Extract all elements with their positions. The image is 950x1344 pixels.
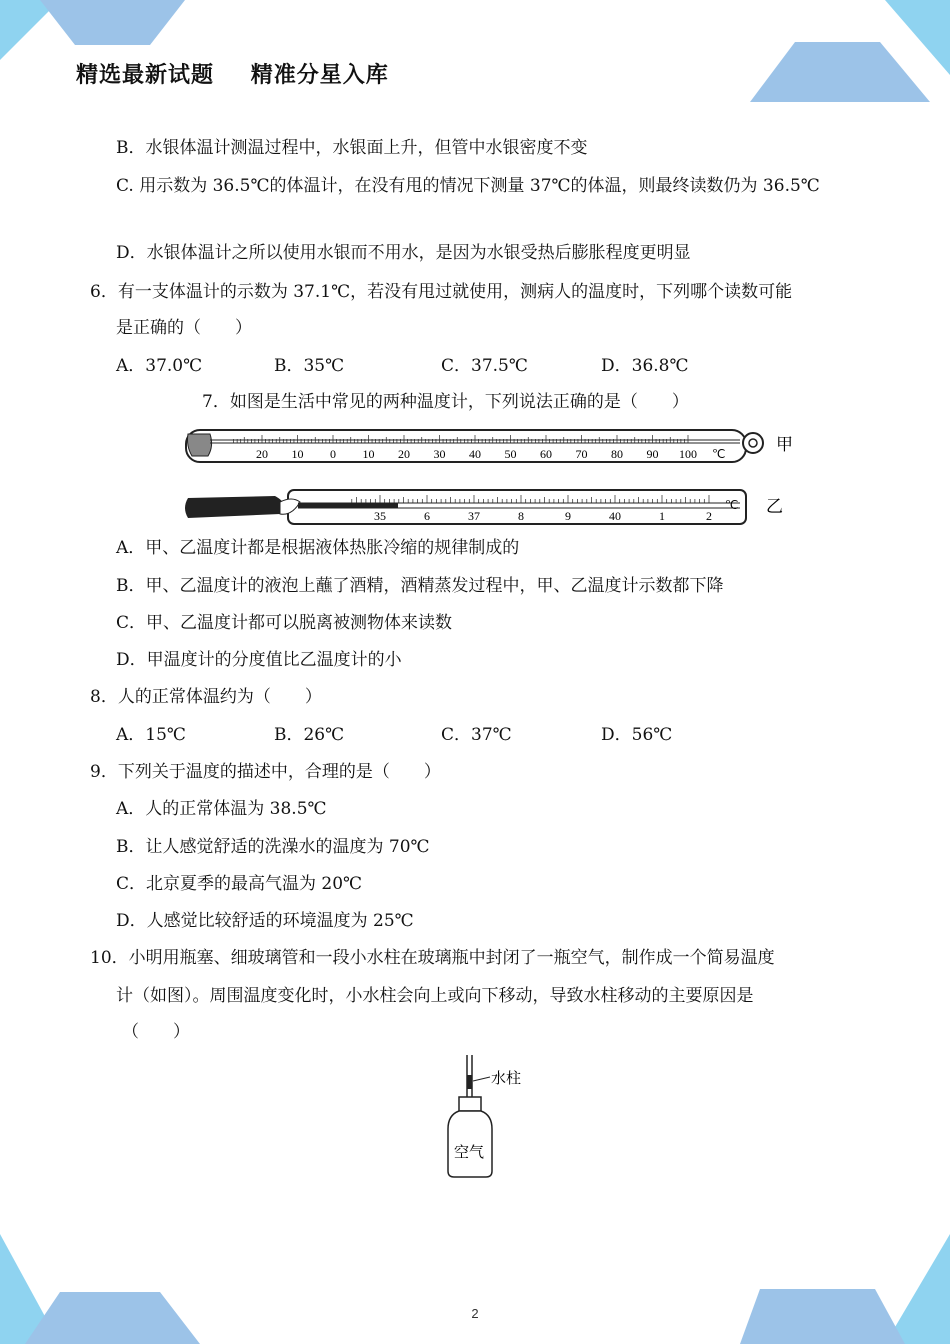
jia-tick-label: 50: [504, 447, 517, 461]
thermometer-yi: [185, 490, 746, 524]
q7-option-c: C．甲、乙温度计都可以脱离被测物体来读数: [116, 613, 453, 633]
q9-option-b: B．让人感觉舒适的洗澡水的温度为 70℃: [116, 837, 430, 857]
q6-option-b: B．35℃: [274, 356, 345, 376]
jia-tick-label: 20: [256, 447, 268, 461]
jia-tick-label: 80: [611, 447, 623, 461]
q6-stem-line2: 是正确的（ ）: [116, 318, 252, 338]
q8-option-c: C．37℃: [441, 725, 512, 745]
q10-stem-line2: 计（如图）。周围温度变化时，小水柱会向上或向下移动，导致水柱移动的主要原因是: [116, 986, 754, 1006]
yi-tick-label: 2: [706, 509, 712, 523]
yi-tick-label: 6: [424, 509, 430, 523]
top-right-decoration: [740, 0, 950, 110]
yi-tick-label: 40: [609, 509, 621, 523]
jia-tick-label: 10: [291, 447, 304, 461]
jia-tick-label: 30: [433, 447, 446, 461]
water-column-label: 水柱: [491, 1071, 522, 1087]
q7-option-b: B．甲、乙温度计的液泡上蘸了酒精，酒精蒸发过程中，甲、乙温度计示数都下降: [116, 576, 724, 596]
q6-option-a: A．37.0℃: [116, 356, 203, 376]
jia-tick-label: 40: [469, 447, 481, 461]
q5-option-b: B．水银体温计测温过程中，水银面上升，但管中水银密度不变: [116, 138, 588, 158]
q6-option-d: D．36.8℃: [601, 356, 689, 376]
thermometer-jia: [186, 430, 763, 462]
q6-stem-line1: 6．有一支体温计的示数为 37.1℃，若没有甩过就使用，测病人的温度时，下列哪个读数可能: [90, 282, 793, 302]
bottom-left-decoration: [0, 1234, 210, 1344]
q8-option-d: D．56℃: [601, 725, 673, 745]
q9-option-c: C．北京夏季的最高气温为 20℃: [116, 874, 363, 894]
q6-option-c: C．37.5℃: [441, 356, 528, 376]
q8-option-b: B．26℃: [274, 725, 345, 745]
jia-tick-label: 0: [330, 447, 336, 461]
air-label: 空气: [454, 1145, 485, 1161]
q5-option-d: D．水银体温计之所以使用水银而不用水，是因为水银受热后膨胀程度更明显: [116, 243, 691, 263]
q7-option-a: A．甲、乙温度计都是根据液体热胀冷缩的规律制成的: [116, 538, 520, 558]
thermometer-figure: [180, 422, 800, 530]
jia-tick-label: 90: [646, 447, 659, 461]
q5-option-c: C. 用示数为 36.5℃的体温计，在没有甩的情况下测量 37℃的体温，则最终读数仍为 36.5℃: [116, 176, 820, 196]
q7-stem: 7．如图是生活中常见的两种温度计，下列说法正确的是（ ）: [202, 392, 689, 412]
yi-tick-label: 8: [518, 509, 524, 523]
jia-unit: ℃: [712, 447, 726, 461]
jia-tick-label: 10: [362, 447, 375, 461]
q8-stem: 8．人的正常体温约为（ ）: [90, 687, 322, 707]
top-left-decoration: [0, 0, 200, 110]
q9-option-a: A．人的正常体温为 38.5℃: [116, 799, 327, 819]
q10-stem-line3: （ ）: [122, 1022, 190, 1042]
q7-option-d: D．甲温度计的分度值比乙温度计的小: [116, 650, 402, 670]
bottle-figure: [440, 1055, 540, 1185]
yi-label: 乙: [766, 497, 783, 516]
page-header: [76, 58, 417, 89]
yi-unit: ℃: [725, 498, 739, 512]
yi-tick-label: 9: [565, 509, 571, 523]
page-number: 2: [471, 1306, 479, 1321]
q9-stem: 9．下列关于温度的描述中，合理的是（ ）: [90, 762, 441, 782]
q10-stem-line1: 10．小明用瓶塞、细玻璃管和一段小水柱在玻璃瓶中封闭了一瓶空气，制作成一个简易温度: [90, 948, 775, 968]
header-title-right: 精准分星入库: [250, 63, 389, 88]
jia-tick-label: 100: [679, 447, 697, 461]
jia-tick-label: 60: [540, 447, 552, 461]
bottom-right-decoration: [740, 1234, 950, 1344]
header-title-left: 精选最新试题: [76, 63, 215, 88]
yi-tick-label: 1: [659, 509, 665, 523]
q8-option-a: A．15℃: [116, 725, 186, 745]
q9-option-d: D．人感觉比较舒适的环境温度为 25℃: [116, 911, 414, 931]
yi-tick-label: 37: [468, 509, 480, 523]
jia-tick-label: 20: [398, 447, 410, 461]
jia-tick-label: 70: [575, 447, 588, 461]
yi-tick-label: 35: [374, 509, 386, 523]
jia-label: 甲: [776, 435, 793, 454]
